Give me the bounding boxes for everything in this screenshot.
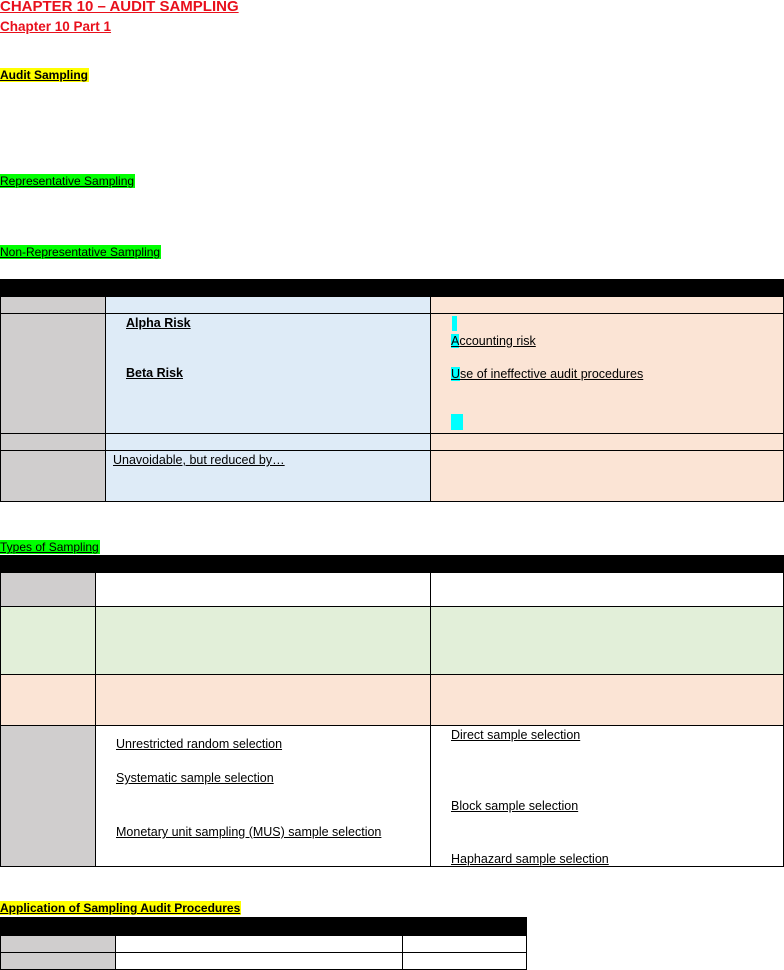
types-row2-label [0,606,96,675]
selection-method-item: Haphazard sample selection [451,852,609,866]
types-row4-label [0,725,96,867]
types-row4-nonstat [430,725,784,867]
types-row3-label [0,674,96,726]
selection-method-item: Monetary unit sampling (MUS) sample selection [116,825,382,839]
types-row2-nonstat [430,606,784,675]
types-row2-stat [95,606,431,675]
heading-application-of-sampling: Application of Sampling Audit Procedures [0,901,241,915]
selection-method-item: Block sample selection [451,799,579,813]
selection-method-item: Systematic sample selection [116,771,274,785]
risk-row1-sampling [105,296,431,314]
application-row2-label [0,952,116,970]
alpha-risk-label: Alpha Risk [126,316,191,330]
types-row3-nonstat [430,674,784,726]
cyan-highlight-mark [452,316,457,331]
risk-table-header [0,279,784,296]
risk-row3-label [0,433,106,451]
risk-row2-label [0,313,106,434]
ineffective-procedures-text: Use of ineffective audit procedures [451,367,644,381]
heading-types-of-sampling: Types of Sampling [0,540,99,554]
page-subtitle: Chapter 10 Part 1 [0,19,112,34]
risk-row1-nonsampling [430,296,784,314]
risk-row4-nonsampling [430,450,784,502]
heading-non-representative-sampling: Non-Representative Sampling [0,245,161,259]
types-row1-nonstat [430,572,784,607]
selection-method-item: Unrestricted random selection [116,737,283,751]
beta-risk-label: Beta Risk [126,366,183,380]
types-row1-label [0,572,96,607]
risk-row3-nonsampling [430,433,784,451]
risk-row3-sampling [105,433,431,451]
risk-row1-label [0,296,106,314]
heading-representative-sampling: Representative Sampling [0,174,135,188]
application-row1-col3 [402,935,527,953]
application-row2-col3 [402,952,527,970]
application-row2-col2 [115,952,403,970]
page-title: CHAPTER 10 – AUDIT SAMPLING [0,0,239,15]
types-row1-stat [95,572,431,607]
types-row3-stat [95,674,431,726]
application-table-header [0,917,527,935]
risk-row4-label [0,450,106,502]
selection-method-item: Direct sample selection [451,728,581,742]
application-row1-col2 [115,935,403,953]
accounting-risk-text: Accounting risk [451,334,536,348]
types-table-header [0,555,784,572]
application-row1-label [0,935,116,953]
cyan-highlight-mark [451,414,463,430]
unavoidable-text: Unavoidable, but reduced by… [113,453,285,467]
heading-audit-sampling: Audit Sampling [0,68,88,82]
